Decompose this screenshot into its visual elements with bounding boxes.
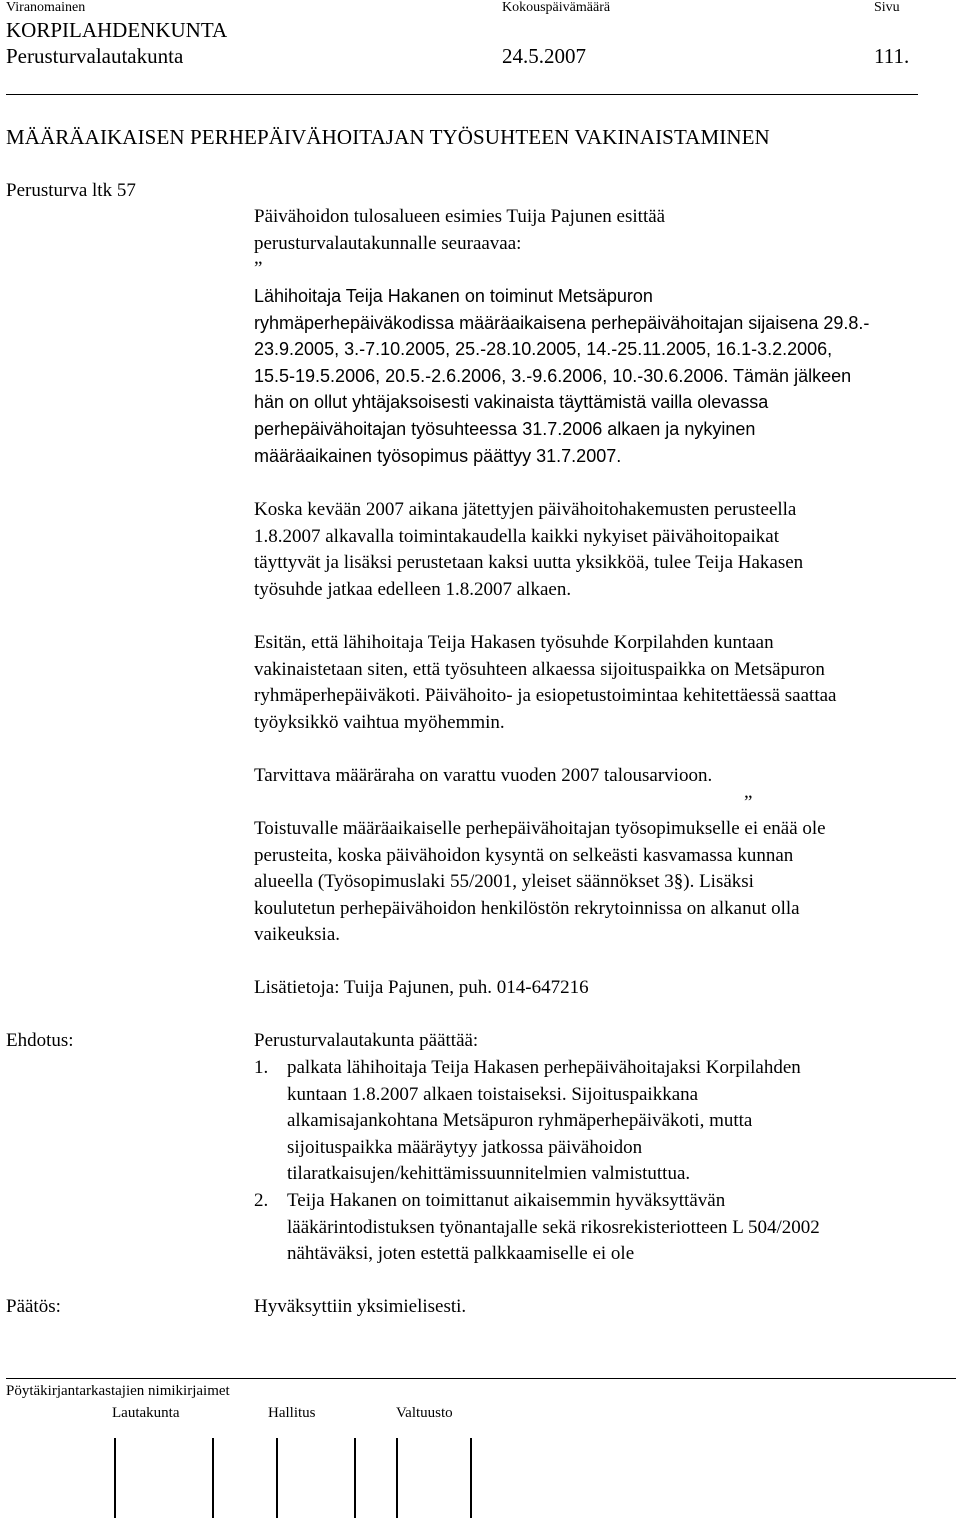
paragraph-line: Koska kevään 2007 aikana jätettyjen päivähoitohakemusten perusteella: [254, 499, 797, 520]
header-rule: [6, 94, 918, 95]
signatures-title: Pöytäkirjantarkastajien nimikirjaimet: [6, 1383, 230, 1399]
paragraph-line: työsuhde jatkaa edelleen 1.8.2007 alkaen.: [254, 578, 572, 600]
intro-line: Päivähoidon tulosalueen esimies Tuija Pajunen esittää: [254, 206, 666, 227]
decision-label: Päätös:: [6, 1296, 61, 1317]
signature-column-valtuusto: Valtuusto: [396, 1405, 453, 1421]
paragraph-line: hän on ollut yhtäjaksoisesti vakinaista täyttämistä vailla olevassa: [254, 392, 769, 413]
proposal-item-line: nähtäväksi, joten estettä palkkaamiselle ei ole: [287, 1243, 635, 1265]
paragraph-line: perusteita, koska päivähoidon kysyntä on selkeästi kasvamassa kunnan: [254, 844, 794, 866]
paragraph-line: määräaikainen työsopimus päättyy 31.7.2007.: [254, 445, 622, 466]
quote-mark-open: ”: [254, 258, 263, 279]
paragraph-line: työyksikkö vaihtua myöhemmin.: [254, 711, 505, 733]
paragraph-employment-history: [254, 283, 944, 469]
proposal-item-1: [254, 1055, 944, 1188]
signature-divider: [276, 1438, 278, 1518]
proposal-item-line: tilaratkaisujen/kehittämissuunnitelmien valmistuttua.: [287, 1163, 691, 1185]
paragraph-budget: Tarvittava määräraha on varattu vuoden 2007 talousarvioon.: [254, 765, 713, 786]
header-meeting-date: 24.5.2007: [502, 44, 586, 68]
paragraph-line: 23.9.2005, 3.-7.10.2005, 25.-28.10.2005, 14.-25.11.2005, 16.1-3.2.2006,: [254, 339, 833, 360]
paragraph-line: alueella (Työsopimuslaki 55/2001, yleiset säännökset 3§). Lisäksi: [254, 871, 754, 893]
paragraph-legal-basis: [254, 816, 944, 949]
proposal-item-line: Teija Hakanen on toimittanut aikaisemmin hyväksyttävän: [287, 1190, 726, 1211]
proposal-item-line: palkata lähihoitaja Teija Hakasen perhepäivähoitajaksi Korpilahden: [287, 1057, 801, 1078]
proposal-label: Ehdotus:: [6, 1030, 74, 1051]
signature-divider: [114, 1438, 116, 1518]
paragraph-line: Esitän, että lähihoitaja Teija Hakasen työsuhde Korpilahden kuntaan: [254, 632, 774, 653]
paragraph-line: ryhmäperhepäiväkoti. Päivähoito- ja esiopetustoimintaa kehitettäessä saattaa: [254, 685, 837, 707]
header-label-recipient: Viranomainen: [6, 0, 86, 15]
paragraph-line: vaikeuksia.: [254, 924, 341, 946]
paragraph-line: 1.8.2007 alkavalla toimintakaudella kaikki nykyiset päivähoitopaikat: [254, 525, 780, 547]
proposal-lead: Perusturvalautakunta päättää:: [254, 1030, 479, 1051]
signature-column-lautakunta: Lautakunta: [112, 1405, 180, 1421]
signature-divider: [212, 1438, 214, 1518]
header-label-date: Kokouspäivämäärä: [502, 0, 611, 15]
contact-info: Lisätietoja: Tuija Pajunen, puh. 014-647216: [254, 977, 589, 998]
quote-mark-close: ”: [744, 792, 753, 813]
signature-divider: [354, 1438, 356, 1518]
signature-divider: [470, 1438, 472, 1518]
header-page-number: 111.: [874, 44, 910, 68]
decision-text: Hyväksyttiin yksimielisesti.: [254, 1296, 467, 1317]
paragraph-line: perhepäivähoitajan työsuhteessa 31.7.2006 alkaen ja nykyinen: [254, 418, 756, 439]
proposal-item-number: 2.: [254, 1190, 269, 1211]
proposal-item-line: alkamisajankohtana Metsäpuron ryhmäperhepäiväkoti, mutta: [287, 1110, 753, 1132]
header-authority: Perusturvalautakunta: [6, 44, 184, 68]
proposal-item-line: kuntaan 1.8.2007 alkaen toistaiseksi. Sijoituspaikkana: [287, 1083, 699, 1105]
paragraph-line: Toistuvalle määräaikaiselle perhepäivähoitajan työsopimukselle ei enää ole: [254, 818, 826, 839]
paragraph-line: vakinaistetaan siten, että työsuhteen alkaessa sijoituspaikka on Metsäpuron: [254, 658, 825, 680]
paragraph-line: Lähihoitaja Teija Hakanen on toiminut Metsäpuron: [254, 286, 653, 306]
paragraph-line: koulutetun perhepäivähoidon henkilöstön rekrytoinnissa on alkanut olla: [254, 897, 800, 919]
paragraph-line: 15.5-19.5.2006, 20.5.-2.6.2006, 3.-9.6.2006, 10.-30.6.2006. Tämän jälkeen: [254, 365, 852, 386]
paragraph-justification: [254, 497, 944, 603]
paragraph-line: täyttyvät ja lisäksi perustetaan kaksi uutta yksikköä, tulee Teija Hakasen: [254, 552, 804, 574]
paragraph-proposal: [254, 630, 944, 736]
proposal-item-2: [254, 1188, 944, 1268]
footer-rule: [6, 1378, 956, 1379]
document-title: MÄÄRÄAIKAISEN PERHEPÄIVÄHOITAJAN TYÖSUHTEEN VAKINAISTAMINEN: [6, 125, 770, 149]
signature-divider: [396, 1438, 398, 1518]
header-municipality: KORPILAHDENKUNTA: [6, 18, 228, 42]
paragraph-line: ryhmäperhepäiväkodissa määräaikaisena perhepäivähoitajan sijaisena 29.8.-: [254, 312, 870, 333]
header-label-page: Sivu: [874, 0, 900, 15]
case-reference: Perusturva ltk 57: [6, 180, 136, 201]
proposal-item-number: 1.: [254, 1057, 269, 1078]
proposal-item-line: sijoituspaikka määräytyy jatkossa päivähoidon: [287, 1136, 643, 1158]
proposal-item-line: lääkärintodistuksen työnantajalle sekä rikosrekisteriotteen L 504/2002: [287, 1216, 820, 1238]
intro-line: perusturvalautakunnalle seuraavaa:: [254, 232, 522, 254]
intro-text: [254, 204, 944, 257]
signature-column-hallitus: Hallitus: [268, 1405, 316, 1421]
